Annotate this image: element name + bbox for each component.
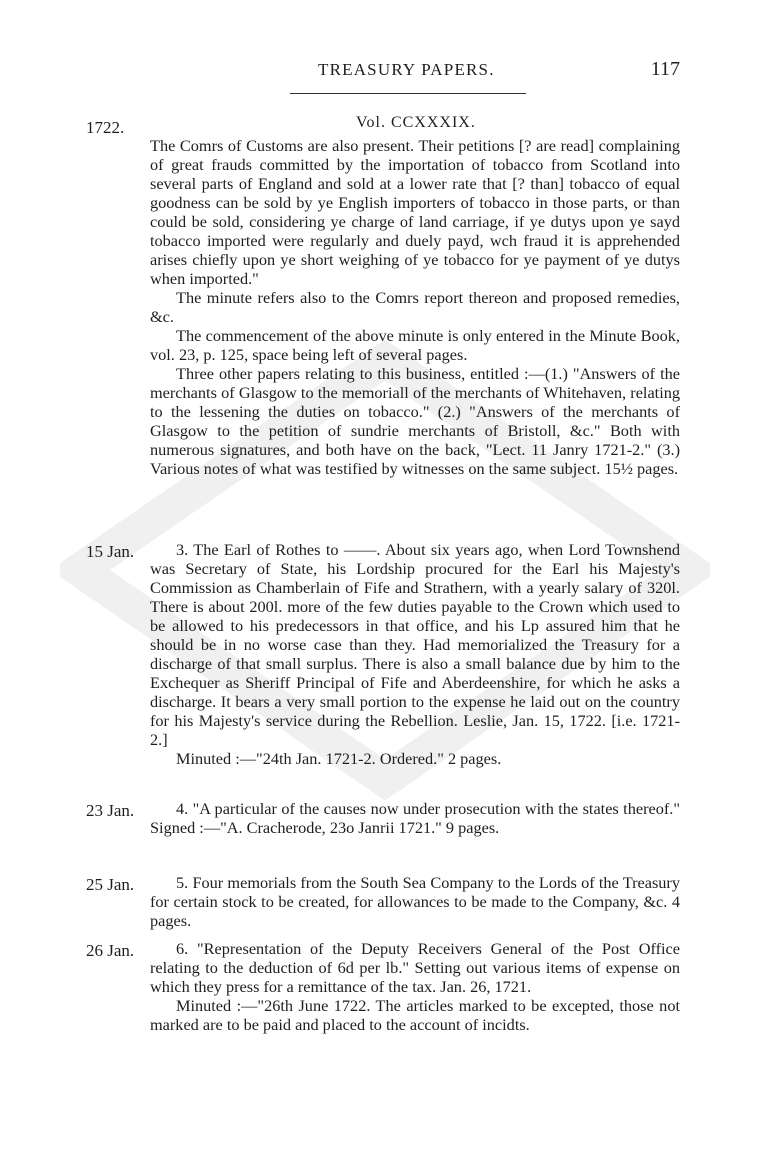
- paragraph: Three other papers relating to this business, entitled :—(1.) "Answers of the merchants of Glasgow to the memoriall of the merchants of Whitehaven, relating to the lessening the duties on tobacco." (2.) "Answers of the merchants of Glasgow to the petition of sundrie merchants of Bristoll, &c." Both with numerous signatures, and both have on the back, "Lect. 11 Janry 1721-2." (3.) Various notes of what was testified by witnesses on the same subject. 15½ pages.: [150, 364, 680, 478]
- page-number: 117: [650, 58, 680, 80]
- running-title: TREASURY PAPERS.: [318, 60, 495, 79]
- paragraph: Minuted :—"24th Jan. 1721-2. Ordered." 2 pages.: [176, 749, 502, 768]
- margin-year: 1722.: [86, 118, 125, 137]
- paragraph: The Comrs of Customs are also present. Their petitions [? are read] complaining of great frauds committed by the importation of tobacco from Scotland into several parts of England and sold at a lower rate that [? than] tobacco of equal goodness can be sold by ye English importers of tobacco in those parts, or than could be sold, considering ye charge of land carriage, if ye dutys upon ye sayd tobacco imported were regularly and duely payd, wch fraud it is apprehended arises chiefly upon ye short weighing of ye tobacco for ye payment of ye dutys when imported.": [150, 136, 680, 288]
- paragraph: The commencement of the above minute is only entered in the Minute Book, vol. 23, p. 125, space being left of several pages.: [150, 326, 680, 364]
- paragraph: 6. "Representation of the Deputy Receivers General of the Post Office relating to the deduction of 6d per lb." Setting out various items of expense on which they press for a remittance of the tax. Jan. 26, 1721.: [150, 939, 680, 996]
- paragraph: 5. Four memorials from the South Sea Company to the Lords of the Treasury for certain stock to be created, for allowances to be made to the Company, &c. 4 pages.: [150, 873, 680, 930]
- entry-south-sea-company: [150, 873, 680, 930]
- margin-date: 15 Jan.: [86, 542, 135, 561]
- entry-customs-tobacco: [150, 136, 680, 478]
- entry-cracherode: [150, 799, 680, 837]
- volume-heading: Vol. CCXXXIX.: [356, 114, 476, 131]
- margin-date: 23 Jan.: [86, 801, 135, 820]
- paragraph: The minute refers also to the Comrs report thereon and proposed remedies, &c.: [150, 288, 680, 326]
- margin-date: 26 Jan.: [86, 941, 135, 960]
- header-rule: [290, 93, 526, 94]
- entry-earl-of-rothes: [150, 540, 680, 768]
- paragraph: 4. "A particular of the causes now under prosecution with the states thereof." Signed :—"A. Cracherode, 23o Janrii 1721." 9 pages.: [150, 799, 680, 837]
- paragraph: 3. The Earl of Rothes to ——. About six years ago, when Lord Townshend was Secretary of State, his Lordship procured for the Earl his Majesty's Commission as Chamberlain of Fife and Strathern, with a yearly salary of 320l. There is about 200l. more of the few duties payable to the Crown which used to be allowed to his predecessors in that office, and his Lp assured him that he should be in no worse case than they. Had memorialized the Treasury for a discharge of that small surplus. There is also a small balance due by him to the Exchequer as Sheriff Principal of Fife and Aberdeenshire, for which he asks a discharge. It bears a very small portion to the expense he laid out on the country for his Majesty's service during the Rebellion. Leslie, Jan. 15, 1722. [i.e. 1721-2.]: [150, 540, 680, 749]
- entry-post-office: [150, 939, 680, 1034]
- paragraph: Minuted :—"26th June 1722. The articles marked to be excepted, those not marked are to be paid and placed to the account of incidts.: [150, 996, 680, 1034]
- margin-date: 25 Jan.: [86, 875, 135, 894]
